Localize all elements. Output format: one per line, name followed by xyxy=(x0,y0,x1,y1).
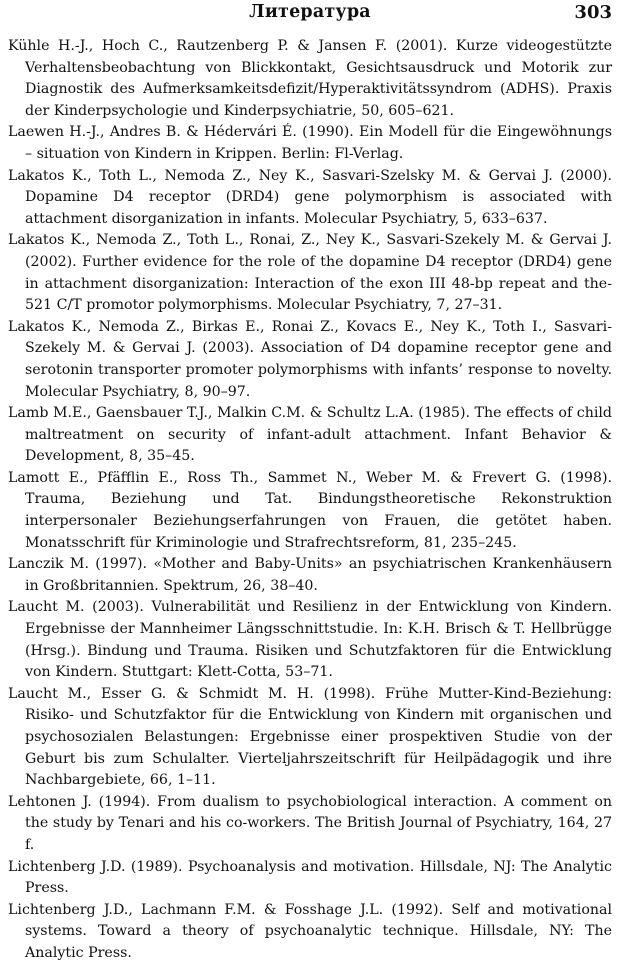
running-title: Литература xyxy=(249,2,371,22)
reference-entry: Lakatos K., Toth L., Nemoda Z., Ney K., Sasvari-Szelsky M. & Gervai J. (2000). Dopamine D4 receptor (DRD4) gene polymorphism is associated with attachment disorganization in infants. Molecular Psychiatry, 5, 633–637. xyxy=(8,167,612,227)
reference-entry: Kühle H.-J., Hoch C., Rautzenberg P. & Jansen F. (2001). Kurze videogestützte Verhaltensbeobachtung von Blickkontakt, Gesichtsausdruck und Motorik zur Diagnostik des Aufmerksamkeitsdefizit/Hyperaktivitätssyndrom (ADHS). Praxis der Kinderpsychologie und Kinderpsychiatrie, 50, 605–621. xyxy=(8,38,612,119)
reference-entry: Lamb M.E., Gaensbauer T.J., Malkin C.M. & Schultz L.A. (1985). The effects of child maltreatment on security of infant-adult attachment. Infant Behavior & Development, 8, 35–45. xyxy=(8,405,612,465)
reference-entry: Lichtenberg J.D., Lachmann F.M. & Fosshage J.L. (1992). Self and motivational systems. Toward a theory of psychoanalytic technique. Hillsdale, NY: The Analytic Press. xyxy=(8,901,612,961)
reference-entry: Laewen H.-J., Andres B. & Hédervári É. (1990). Ein Modell für die Eingewöhnungs – situation von Kindern in Krippen. Berlin: Fl-Verlag. xyxy=(8,124,612,162)
running-head xyxy=(8,2,612,28)
reference-entry: Laucht M., Esser G. & Schmidt M. H. (1998). Frühe Mutter-Kind-Beziehung: Risiko- und Schutzfaktor für die Entwicklung von Kindern mit organischen und psychosozialen Belastungen: Ergebnisse einer prospektiven Studie von der Geburt bis zum Schulalter. Vierteljahrszeitschrift für Heilpädagogik und ihre Nachbargebiete, 66, 1–11. xyxy=(8,685,612,789)
reference-entry: Lichtenberg J.D. (1989). Psychoanalysis and motivation. Hillsdale, NJ: The Analytic Press. xyxy=(8,858,612,897)
reference-entry: Laucht M. (2003). Vulnerabilität und Resilienz in der Entwicklung von Kindern. Ergebnisse der Mannheimer Längsschnittstudie. In: K.H. Brisch & T. Hellbrügge (Hrsg.). Bindung und Trauma. Risiken und Schutzfaktoren für die Entwicklung von Kindern. Stuttgart: Klett-Cotta, 53–71. xyxy=(8,599,612,681)
reference-entry: Lehtonen J. (1994). From dualism to psychobiological interaction. A comment on the study by Tenari and his co-workers. The British Journal of Psychiatry, 164, 27 f. xyxy=(8,793,612,853)
reference-entry: Lanczik M. (1997). «Mother and Baby-Units» an psychiatrischen Krankenhäusern in Großbritannien. Spektrum, 26, 38–40. xyxy=(8,556,612,594)
page-number: 303 xyxy=(574,2,612,23)
reference-entry: Lakatos K., Nemoda Z., Birkas E., Ronai Z., Kovacs E., Ney K., Toth I., Sasvari-Szekely M. & Gervai J. (2003). Association of D4 dopamine receptor gene and serotonin transporter promoter polymorphisms with infants’ response to novelty. Molecular Psychiatry, 8, 90–97. xyxy=(8,318,612,400)
reference-list xyxy=(8,36,612,965)
reference-entry: Lakatos K., Nemoda Z., Toth L., Ronai, Z., Ney K., Sasvari-Szekely M. & Gervai J. (2002). Further evidence for the role of the dopamine D4 receptor (DRD4) gene in attachment disorganization: Interaction of the exon III 48-bp repeat and the-521 C/T promotor polymorphisms. Molecular Psychiatry, 7, 27–31. xyxy=(8,232,612,314)
reference-entry: Lamott E., Pfäfflin E., Ross Th., Sammet N., Weber M. & Frevert G. (1998). Trauma, Beziehung und Tat. Bindungstheoretische Rekonstruktion interpersonaler Beziehungserfahrungen von Frauen, die getötet haben. Monatsschrift für Kriminologie und Strafrechtsreform, 81, 235–245. xyxy=(8,469,612,551)
